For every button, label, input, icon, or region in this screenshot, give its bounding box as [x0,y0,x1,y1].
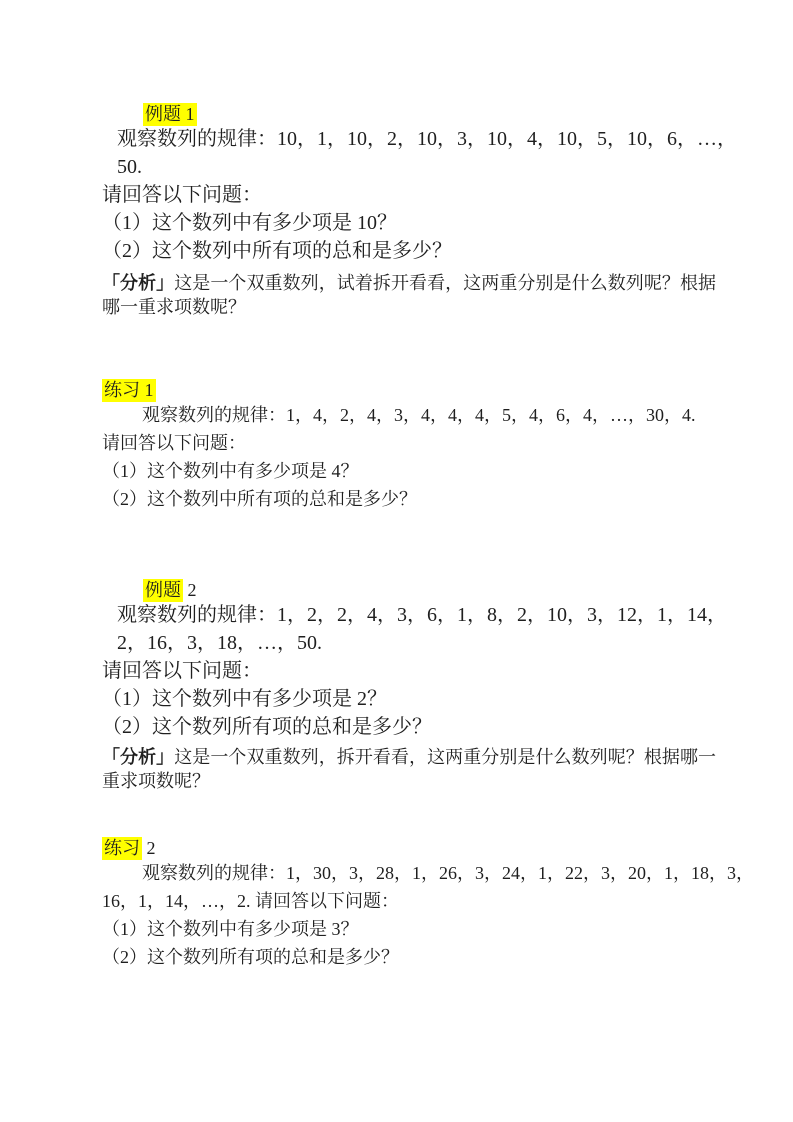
example-2-badge-suffix: 2 [183,580,197,600]
prompt-line: 请回答以下问题： [102,660,262,682]
analysis-text: 这是一个双重数列，试着拆开看看，这两重分别是什么数列呢？根据哪一重求项数呢？ [102,273,717,317]
analysis-paragraph [102,271,716,319]
exercise-2-heading [102,837,716,859]
question-line: （1）这个数列中有多少项是 2？ [102,688,387,710]
question-line: （2）这个数列中所有项的总和是多少？ [102,489,417,509]
analysis-label: 「分析」 [102,273,175,293]
prompt-line: 请回答以下问题： [102,184,262,206]
analysis-paragraph [102,745,716,793]
sequence-line: 16，1，14，…，2. 请回答以下问题： [102,891,399,911]
sequence-line: 观察数列的规律：1，4，2，4，3，4，4，4，5，4，6，4，…，30，4. [142,405,696,425]
sequence-line: 观察数列的规律：1，30，3，28，1，26，3，24，1，22，3，20，1，18，3， [142,863,754,883]
sequence-line: 观察数列的规律：10，1，10，2，10，3，10，4，10，5，10，6，…， [117,128,737,150]
example-1-heading [102,103,716,125]
question-line: （2）这个数列所有项的总和是多少？ [102,716,432,738]
example-2-section [102,579,727,793]
question-line: （1）这个数列中有多少项是 4？ [102,461,359,481]
exercise-2-badge-suffix: 2 [142,838,156,858]
sequence-line: 50. [117,156,142,178]
example-1-section [102,103,737,319]
analysis-label: 「分析」 [102,747,175,767]
exercise-2-badge: 练习 [104,838,140,858]
sequence-line: 观察数列的规律：1，2，2，4，3，6，1，8，2，10，3，12，1，14， [117,604,727,626]
exercise-1-heading [102,379,716,401]
exercise-1-badge: 练习 1 [104,380,154,400]
analysis-text: 这是一个双重数列，拆开看看，这两重分别是什么数列呢？根据哪一重求项数呢？ [102,747,717,791]
exercise-2-section [102,837,754,971]
question-line: （2）这个数列所有项的总和是多少？ [102,947,399,967]
example-1-badge: 例题 1 [145,104,195,124]
page-content [102,0,754,971]
question-line: （1）这个数列中有多少项是 3？ [102,919,359,939]
example-2-heading [102,579,716,601]
exercise-1-section [102,379,716,513]
prompt-line: 请回答以下问题： [102,433,246,453]
sequence-line: 2，16，3，18，…，50. [117,632,322,654]
question-line: （1）这个数列中有多少项是 10？ [102,212,397,234]
example-2-badge: 例题 [145,580,181,600]
question-line: （2）这个数列中所有项的总和是多少？ [102,240,452,262]
